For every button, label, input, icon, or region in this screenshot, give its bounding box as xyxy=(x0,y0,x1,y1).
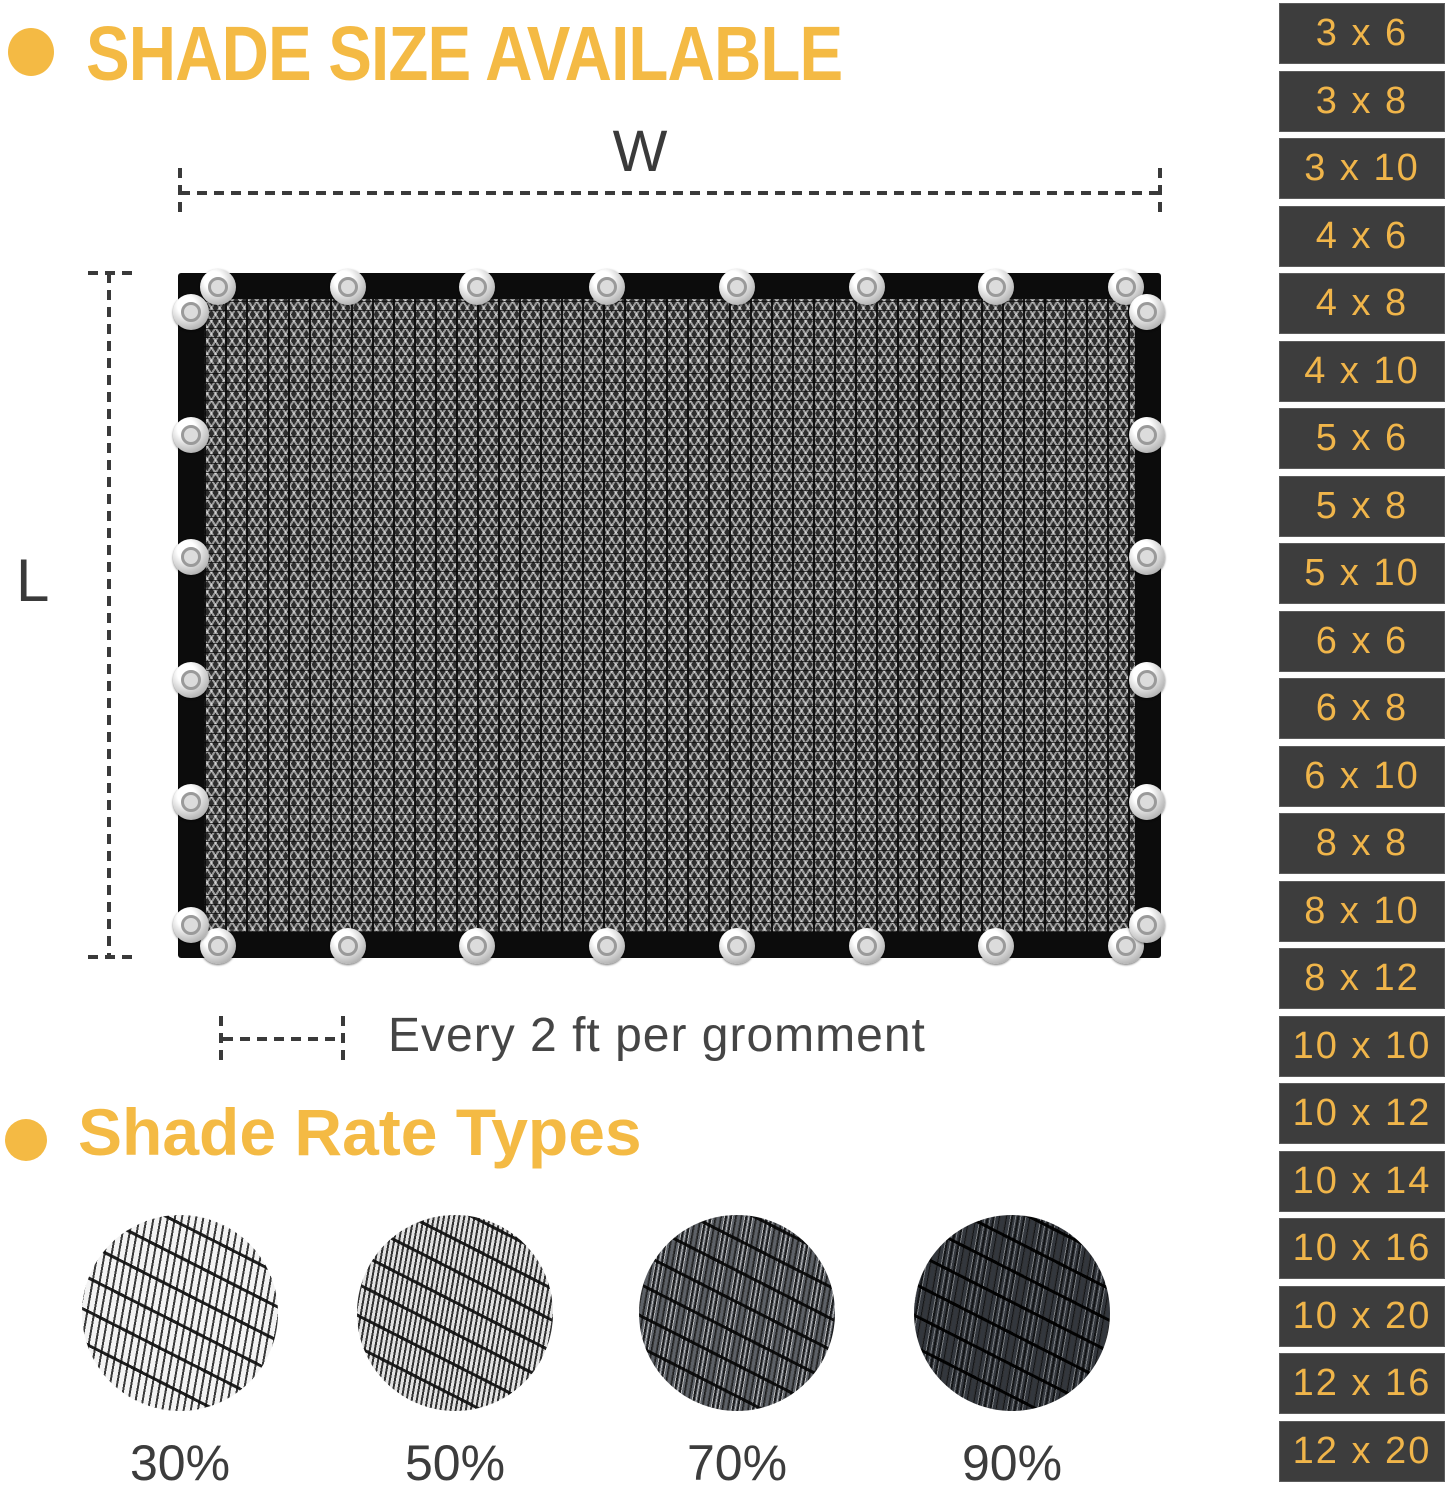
grommet-icon xyxy=(173,784,209,820)
shade-rate-label: 50% xyxy=(404,1435,506,1485)
size-option: 10 x 14 xyxy=(1279,1151,1445,1212)
shade-net-diagram xyxy=(178,273,1161,958)
length-dimension-tick-bottom xyxy=(88,955,134,959)
shade-rate-sample-circle xyxy=(914,1215,1110,1411)
grommet-icon xyxy=(1129,539,1165,575)
grommet-icon xyxy=(173,662,209,698)
size-option: 10 x 12 xyxy=(1279,1083,1445,1144)
width-dimension-line xyxy=(180,191,1161,195)
width-dimension-tick-left xyxy=(178,168,182,216)
length-dimension-label: L xyxy=(16,547,50,614)
grommet-icon xyxy=(719,928,755,964)
size-option: 4 x 8 xyxy=(1279,273,1445,334)
shade-net-mesh-texture xyxy=(204,299,1135,932)
grommet-icon xyxy=(589,269,625,305)
grommet-icon xyxy=(978,928,1014,964)
shade-rate-item xyxy=(639,1215,835,1485)
grommet-icon xyxy=(1129,662,1165,698)
size-option: 6 x 6 xyxy=(1279,611,1445,672)
shade-rate-sample-circle xyxy=(639,1215,835,1411)
grommet-icon xyxy=(1129,294,1165,330)
grommet-icon xyxy=(1129,907,1165,943)
shade-rate-label: 30% xyxy=(129,1435,231,1485)
size-option: 5 x 6 xyxy=(1279,408,1445,469)
length-dimension-tick-top xyxy=(88,271,134,275)
grommet-icon xyxy=(173,539,209,575)
size-option: 10 x 20 xyxy=(1279,1286,1445,1347)
grommet-icon xyxy=(1129,784,1165,820)
section-bullet-icon xyxy=(8,28,54,76)
size-option: 3 x 8 xyxy=(1279,71,1445,132)
length-dimension-line xyxy=(107,273,111,958)
grommet-icon xyxy=(849,269,885,305)
grommet-icon xyxy=(173,907,209,943)
shade-rate-label: 70% xyxy=(686,1435,788,1485)
grommet-icon xyxy=(330,928,366,964)
grommet-spacing-line xyxy=(223,1037,341,1041)
shade-rate-label: 90% xyxy=(961,1435,1063,1485)
size-option: 5 x 10 xyxy=(1279,543,1445,604)
size-option: 6 x 8 xyxy=(1279,678,1445,739)
size-option: 12 x 16 xyxy=(1279,1353,1445,1414)
size-option: 8 x 12 xyxy=(1279,948,1445,1009)
size-option: 10 x 16 xyxy=(1279,1218,1445,1279)
size-option: 3 x 10 xyxy=(1279,138,1445,199)
width-dimension-label: W xyxy=(612,119,668,184)
grommet-icon xyxy=(1129,417,1165,453)
rate-section-title: Shade Rate Types xyxy=(78,1095,642,1169)
grommet-icon xyxy=(459,269,495,305)
size-option: 12 x 20 xyxy=(1279,1421,1445,1482)
size-option: 4 x 10 xyxy=(1279,341,1445,402)
shade-rate-item xyxy=(357,1215,553,1485)
grommet-icon xyxy=(719,269,755,305)
grommet-icon xyxy=(173,417,209,453)
grommet-icon xyxy=(330,269,366,305)
size-section-title: SHADE SIZE AVAILABLE xyxy=(86,11,843,97)
size-option: 8 x 8 xyxy=(1279,813,1445,874)
size-option: 5 x 8 xyxy=(1279,476,1445,537)
grommet-icon xyxy=(459,928,495,964)
grommet-icon xyxy=(173,294,209,330)
grommet-spacing-tick-right xyxy=(341,1016,345,1062)
size-options-list xyxy=(1279,0,1445,1485)
shade-rate-sample-circle xyxy=(82,1215,278,1411)
size-option: 6 x 10 xyxy=(1279,746,1445,807)
grommet-icon xyxy=(849,928,885,964)
shade-rate-item xyxy=(82,1215,278,1485)
grommet-icon xyxy=(200,269,236,305)
grommet-spacing-note: Every 2 ft per gromment xyxy=(388,1009,926,1062)
shade-rate-sample-circle xyxy=(357,1215,553,1411)
shade-rate-item xyxy=(914,1215,1110,1485)
grommet-icon xyxy=(978,269,1014,305)
width-dimension-tick-right xyxy=(1158,168,1162,216)
grommet-icon xyxy=(589,928,625,964)
section-bullet-icon xyxy=(5,1119,47,1161)
size-option: 8 x 10 xyxy=(1279,881,1445,942)
size-option: 3 x 6 xyxy=(1279,3,1445,64)
size-option: 4 x 6 xyxy=(1279,206,1445,267)
size-option: 10 x 10 xyxy=(1279,1016,1445,1077)
